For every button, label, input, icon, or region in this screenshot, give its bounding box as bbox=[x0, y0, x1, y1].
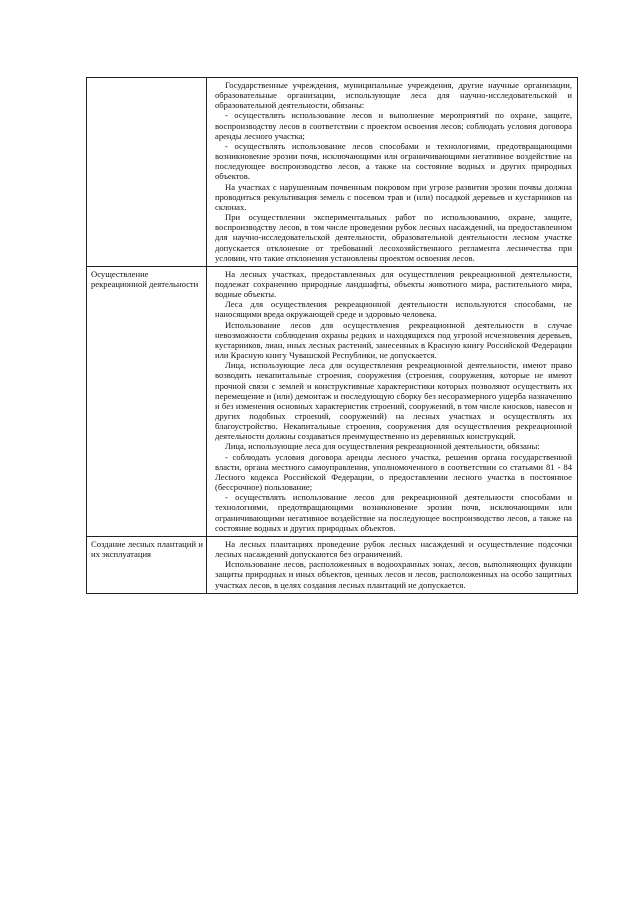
table-row bbox=[87, 266, 578, 536]
paragraph: На лесных плантациях проведение рубок лесных насаждений и осуществление подсочки лесных насаждений допускаются без ограничений. bbox=[215, 538, 572, 560]
paragraph: При осуществлении экспериментальных работ по использованию, охране, защите, воспроизводству лесов, в том числе проведении рубок лесных насаждений, на предоставленном для научно-исследовательской деятельности, образовательной деятельности лесном участке допускается отклонение от требований лесохозяйственного регламента лесничества при условии, что такие отклонения установлены проектом освоения лесов. bbox=[215, 212, 572, 263]
row-content-cell bbox=[207, 536, 578, 593]
paragraph: Леса для осуществления рекреационной деятельности используются способами, не наносящими вреда окружающей среде и здоровью человека. bbox=[215, 299, 572, 320]
paragraph: - осуществлять использование лесов для рекреационной деятельности способами и технологиями, предотвращающими возникновение эрозии почв, исключающими или ограничивающими негативное воздействие на последующее воспроизводство лесов, а также на состояние водных и других природных объектов. bbox=[215, 492, 572, 533]
paragraph: Государственные учреждения, муниципальные учреждения, другие научные организации, образовательные организации, использующие леса для научно-исследовательской и образовательной деятельности, обязаны: bbox=[215, 80, 572, 111]
paragraph: - соблюдать условия договора аренды лесного участка, решения органа государственной власти, органа местного самоуправления, уполномоченного в соответствии со статьями 81 - 84 Лесного кодекса Российской Федерации, о предоставлении лесного участка в постоянное (бессрочное) пользование; bbox=[215, 451, 572, 493]
paragraph: - осуществлять использование лесов и выполнение мероприятий по охране, защите, воспроизводству лесов в соответствии с проектом освоения лесов; соблюдать условия договора аренды лесного участка; bbox=[215, 110, 572, 141]
row-label: Создание лесных плантаций и их эксплуатация bbox=[91, 538, 203, 560]
paragraph: На лесных участках, предоставленных для осуществления рекреационной деятельности, подлежат сохранению природные ландшафты, объекты животного мира, растительного мира, водные объекты. bbox=[215, 268, 572, 300]
row-label-cell bbox=[87, 78, 207, 267]
row-content-cell bbox=[207, 266, 578, 536]
row-label-cell bbox=[87, 536, 207, 593]
row-content-cell bbox=[207, 78, 578, 267]
table-row bbox=[87, 78, 578, 267]
row-label-cell bbox=[87, 266, 207, 536]
paragraph: Использование лесов для осуществления рекреационной деятельности в случае невозможности соблюдения охраны редких и находящихся под угрозой исчезновения деревьев, кустарников, лиан, иных лесных растений, занесенных в Красную книгу Российской Федерации или Красную книгу Чувашской Республики, не допускается. bbox=[215, 319, 572, 361]
table-row bbox=[87, 536, 578, 593]
paragraph: Лица, использующие леса для осуществления рекреационной деятельности, обязаны: bbox=[225, 441, 540, 452]
paragraph: Использование лесов, расположенных в водоохранных зонах, лесов, выполняющих функции защиты природных и иных объектов, ценных лесов и лесов, расположенных на особо защитных участках лесов, в целях создания лесных плантаций не допускается. bbox=[215, 559, 572, 590]
regulation-table bbox=[86, 77, 578, 594]
paragraph: Лица, использующие леса для осуществления рекреационной деятельности, имеют право возводить некапитальные строения, сооружения (строения, сооружения, которые не имеют прочной связи с землей и конструктивные характеристики которых позволяют осуществить их перемещение и (или) демонтаж и последующую сборку без несоразмерного ущерба назначению и без изменения основных характеристик строений, сооружений, в том числе киосков, навесов и других подобных строений, сооружений) на лесных участках и осуществлять их благоустройство. Некапитальные строения, сооружения для осуществления рекреационной деятельности должны создаваться преимущественно из деревянных конструкций. bbox=[215, 360, 572, 442]
paragraph: На участках с нарушенным почвенным покровом при угрозе развития эрозии почвы должна проводиться рекультивация земель с посевом трав и (или) посадкой деревьев и кустарников на склонах. bbox=[215, 181, 572, 212]
paragraph: - осуществлять использование лесов способами и технологиями, предотвращающими возникновение эрозии почв, исключающими или ограничивающими негативное воздействие на последующее воспроизводство лесов, а также на состояние водных и других природных объектов. bbox=[215, 140, 572, 182]
row-label: Осуществление рекреационной деятельности bbox=[91, 268, 199, 289]
